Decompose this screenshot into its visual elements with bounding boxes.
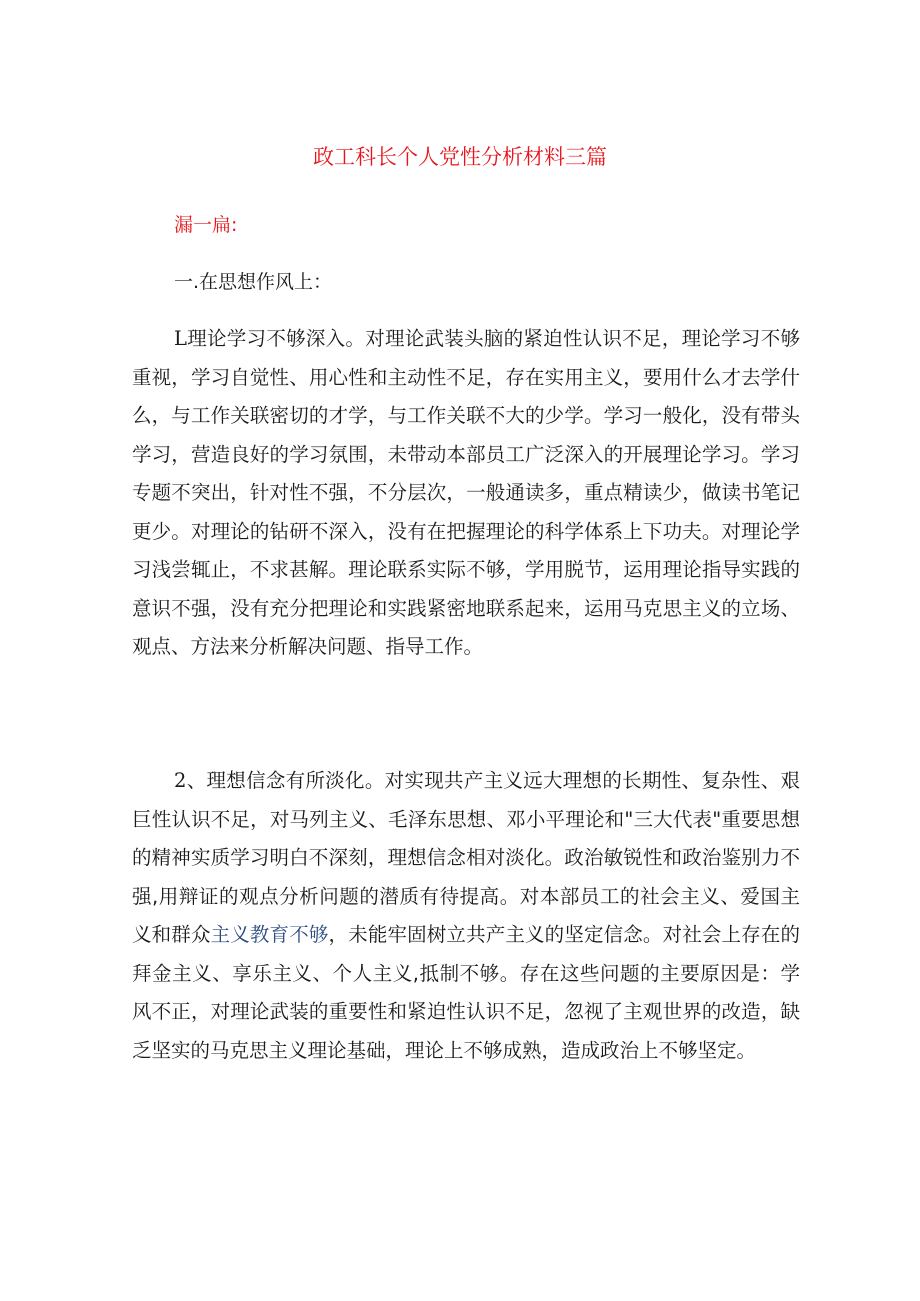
paragraph-ideals-belief xyxy=(132,762,800,1070)
paragraph-number: L xyxy=(174,327,187,350)
paragraph-text: ，未能牢固树立共产主义的坚定信念。对社会上存在的拜金主义、享乐主义、个人主义,抵制不够。存在这些问题的主要原因是：学风不正，对理论武装的重要性和紧迫性认识不足，忽视了主观世界的改造，缺乏坚实的马克思主义理论基础，理论上不够成熟，造成政治上不够坚定。 xyxy=(132,923,800,1062)
paragraph-theory-study xyxy=(132,320,800,667)
inline-link-text[interactable]: 主义教育不够 xyxy=(210,923,329,946)
subheading-ideology: 一.在思想作风上： xyxy=(174,271,333,293)
paragraph-text: 理论学习不够深入。对理论武装头脑的紧迫性认识不足，理论学习不够重视，学习自觉性、用心性和主动性不足，存在实用主义，要用什么才去学什么，与工作关联密切的才学，与工作关联不大的少学。学习一般化，没有带头学习，营造良好的学习氛围，未带动本部员工广泛深入的开展理论学习。学习专题不突出，针对性不强，不分层次，一般通读多，重点精读少，做读书笔记更少。对理论的钻研不深入，没有在把握理论的科学体系上下功夫。对理论学习浅尝辄止，不求甚解。理论联系实际不够，学用脱节，运用理论指导实践的意识不强，没有充分把理论和实践紧密地联系起来，运用马克思主义的立场、观点、方法来分析解决问题、指导工作。 xyxy=(132,327,800,658)
section-label: 漏一扁: xyxy=(174,214,238,236)
paragraph-number: 2 xyxy=(174,769,187,792)
paragraph-text: 、理想信念有所淡化。对实现共产主义远大理想的长期性、复杂性、艰巨性认识不足，对马列主义、毛泽东思想、邓小平理论和"三大代表"重要思想的精神实质学习明白不深刻，理想信念相对淡化。政治敏锐性和政治鉴别力不强,用辩证的观点分析问题的潜质有待提高。对本部员工的社会主义、爱国主义和群众 xyxy=(132,769,800,946)
document-title: 政工科长个人党性分析材料三篇 xyxy=(313,145,607,169)
